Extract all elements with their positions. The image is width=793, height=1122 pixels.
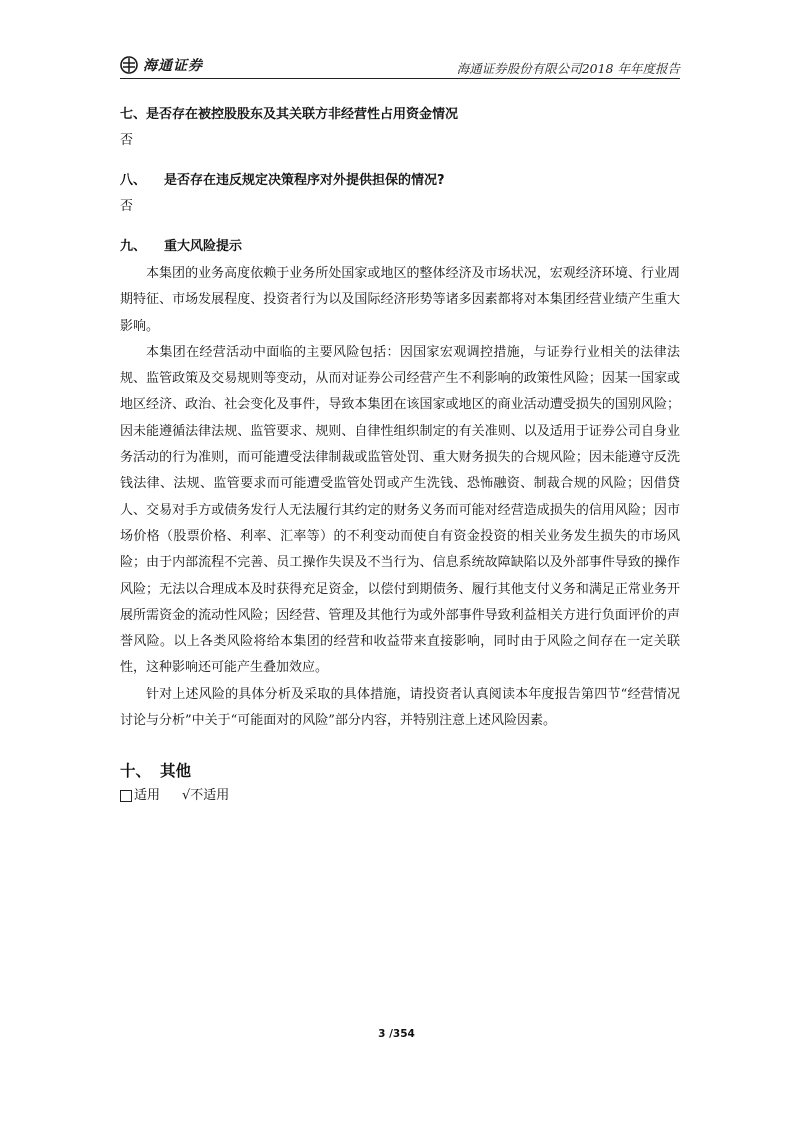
risk-paragraph-2: 本集团在经营活动中面临的主要风险包括：因国家宏观调控措施，与证券行业相关的法律法规、监管政策及交易规则等变动，从而对证券公司经营产生不利影响的政策性风险；因某一国家或地区经济、政治、社会变化及事件，导致本集团在该国家或地区的商业活动遭受损失的国别风险；因未能遵循法律法规、监管要求、规则、自律性组织制定的有关准则、以及适用于证券公司自身业务活动的行为准则，而可能遭受法律制裁或监管处罚、重大财务损失的合规风险；因未能遵守反洗钱法律、法规、监管要求而可能遭受监管处罚或产生洗钱、恐怖融资、制裁合规的风险；因借贷人、交易对手方或债务发行人无法履行其约定的财务义务而可能对经营造成损失的信用风险；因市场价格（股票价格、利率、汇率等）的不利变动而使自有资金投资的相关业务发生损失的市场风险；由于内部流程不完善、员工操作失误及不当行为、信息系统故障缺陷以及外部事件导致的操作风险；无法以合理成本及时获得充足资金，以偿付到期债务、履行其他支付义务和满足正常业务开展所需资金的流动性风险；因经营、管理及其他行为或外部事件导致利益相关方进行负面评价的声誉风险。以上各类风险将给本集团的经营和收益带来直接影响，同时由于风险之间存在一定关联性，这种影响还可能产生叠加效应。 — [120, 344, 680, 676]
option-not-applicable: √不适用 — [182, 788, 230, 804]
option-applicable: 适用 — [134, 788, 161, 804]
risk-paragraph-3: 针对上述风险的具体分析及采取的具体措施，请投资者认真阅读本年度报告第四节“经营情况讨论与分析”中关于“可能面对的风险”部分内容，并特别注意上述风险因素。 — [120, 686, 680, 729]
checkbox-icon — [120, 790, 132, 802]
section-10-heading — [120, 760, 680, 782]
section-8-heading — [120, 171, 680, 191]
applicability-options — [120, 786, 680, 806]
page-number: 3 /354 — [378, 1028, 415, 1040]
section-9-title: 重大风险提示 — [164, 239, 243, 254]
risk-paragraph-1: 本集团的业务高度依赖于业务所处国家或地区的整体经济及市场状况，宏观经济环境、行业周期特征、市场发展程度、投资者行为以及国际经济形势等诸多因素都将对本集团经营业绩产生重大影响。 — [120, 266, 680, 334]
section-8-number: 八、 — [120, 173, 147, 188]
section-7-heading: 七、是否存在被控股股东及其关联方非经营性占用资金情况 — [120, 107, 459, 122]
section-9-number: 九、 — [120, 239, 147, 254]
haitong-logo-icon — [120, 56, 138, 74]
section-8-title: 是否存在违反规定决策程序对外提供担保的情况? — [164, 173, 445, 188]
report-title: 海通证券股份有限公司2018 年年度报告 — [456, 61, 680, 76]
section-10-title: 其他 — [160, 762, 192, 781]
section-9-heading — [120, 237, 680, 257]
section-7-answer: 否 — [120, 133, 134, 148]
logo-text: 海通证券 — [143, 58, 203, 74]
company-logo — [120, 55, 203, 75]
section-8-answer: 否 — [120, 199, 134, 214]
page-content — [120, 105, 680, 806]
section-10-number: 十、 — [120, 762, 152, 781]
page-header — [120, 52, 680, 79]
